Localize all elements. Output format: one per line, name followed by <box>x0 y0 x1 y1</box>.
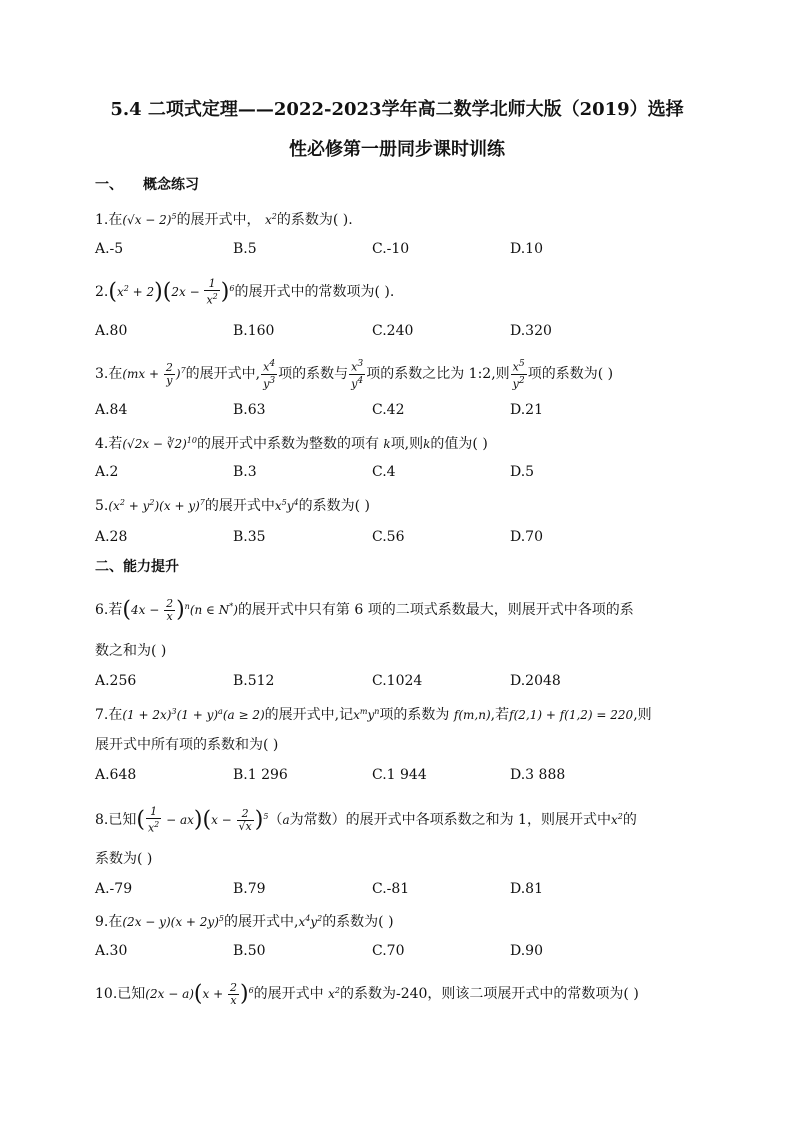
math-expression: $(x^2 + y^2)(x + y)^7$ <box>108 498 205 513</box>
math-expression: (2x − a)(x + $\frac{2}{x}$ )$^6$ <box>145 981 254 1007</box>
math-expression: ( $\frac{1}{x^2}$ − ax)(x − $\frac{2}{√x}$ )$^5$ <box>136 805 269 835</box>
option-b[interactable]: B.512 <box>233 673 275 689</box>
option-c[interactable]: C.1024 <box>372 673 423 689</box>
option-c[interactable]: C.-81 <box>372 881 410 897</box>
option-d[interactable]: D.2048 <box>510 673 561 689</box>
question-4-options <box>95 463 705 481</box>
option-b[interactable]: B.160 <box>233 323 275 339</box>
section-label: 能力提升 <box>123 559 179 575</box>
option-b[interactable]: B.79 <box>233 881 266 897</box>
title-line-1: 5.4 二项式定理——2022-2023学年高二数学北师大版（2019）选择 <box>110 99 684 120</box>
title-line-2: 性必修第一册同步课时训练 <box>289 139 505 160</box>
math-expression: (4x − $\frac{2}{x}$ )$^n$(n ∈ N*) <box>122 597 238 623</box>
question-5-options <box>95 528 705 546</box>
option-d[interactable]: D.3 888 <box>510 767 566 783</box>
option-d[interactable]: D.5 <box>510 464 535 480</box>
math-expression: (√2x − ∛2)$^{10}$ <box>122 436 197 451</box>
section-number: 一、 <box>95 177 123 193</box>
question-7-continuation: 展开式中所有项的系数和为( ) <box>95 737 279 753</box>
option-d[interactable]: D.81 <box>510 881 543 897</box>
option-d[interactable]: D.10 <box>510 241 543 257</box>
option-c[interactable]: C.70 <box>372 943 405 959</box>
option-c[interactable]: C.-10 <box>372 241 410 257</box>
question-4: 4.若(√2x − ∛2)$^{10}$的展开式中系数为整数的项有 k项,则k的值为( ) <box>95 436 488 452</box>
question-1-options <box>95 240 705 258</box>
option-d[interactable]: D.21 <box>510 402 543 418</box>
math-expression: $(2x - y)(x + 2y)^5$ <box>122 914 224 929</box>
option-a[interactable]: A.256 <box>95 673 137 689</box>
math-expression: (mx + $\frac{2}{y}$ )$^7$ <box>122 361 186 388</box>
question-1: 1.在$(√x - 2)^5$的展开式中， $x^2$的系数为( ). <box>95 212 353 228</box>
option-d[interactable]: D.70 <box>510 529 543 545</box>
question-9: 9.在$(2x - y)(x + 2y)^5$的展开式中$,x^4y^2$的系数为( ) <box>95 914 394 930</box>
question-9-options <box>95 942 705 960</box>
option-a[interactable]: A.648 <box>95 767 137 783</box>
option-a[interactable]: A.2 <box>95 464 119 480</box>
option-c[interactable]: C.4 <box>372 464 396 480</box>
option-b[interactable]: B.1 296 <box>233 767 288 783</box>
math-expression: $(1 + 2x)^3(1 + y)^a(a \ge 2)$ <box>122 707 265 722</box>
math-expression: $(x^2 + 2)(2x$ − $\frac{1}{x^2}$ )$^6$ <box>108 277 235 307</box>
option-a[interactable]: A.30 <box>95 943 128 959</box>
option-b[interactable]: B.50 <box>233 943 266 959</box>
question-6-continuation: 数之和为( ) <box>95 643 167 659</box>
question-2: $2.(x^2 + 2)(2x$ − $\frac{1}{x^2}$ )$^6$的展开式中的常数项为( ). <box>95 277 395 307</box>
option-c[interactable]: C.240 <box>372 323 414 339</box>
section-number: 二、 <box>95 559 123 575</box>
option-c[interactable]: C.56 <box>372 529 405 545</box>
option-b[interactable]: B.63 <box>233 402 266 418</box>
question-8-options <box>95 880 705 898</box>
question-8: 8.已知( $\frac{1}{x^2}$ − ax)(x − $\frac{2}{√x}$ )$^5$（a为常数）的展开式中各项系数之和为 1，则展开式中$x^2$的 <box>95 805 637 835</box>
question-5: $5.(x^2 + y^2)(x + y)^7$的展开式中$x^5y^4$的系数为( ) <box>95 498 371 514</box>
math-expression: $(√x - 2)^5$ <box>122 212 177 227</box>
option-b[interactable]: B.3 <box>233 464 257 480</box>
question-2-options <box>95 322 705 340</box>
section-1-heading <box>95 176 199 194</box>
question-7: 7.在$(1 + 2x)^3(1 + y)^a(a \ge 2)$的展开式中,记$x^my^n$项的系数为 f(m,n),若f(2,1) + f(1,2) = 220,则 <box>95 707 652 723</box>
option-b[interactable]: B.35 <box>233 529 266 545</box>
option-a[interactable]: A.80 <box>95 323 128 339</box>
question-3-options <box>95 401 705 419</box>
section-label: 概念练习 <box>143 177 199 193</box>
option-b[interactable]: B.5 <box>233 241 257 257</box>
option-a[interactable]: A.84 <box>95 402 128 418</box>
question-6: 6.若(4x − $\frac{2}{x}$ )$^n$(n ∈ N*)的展开式中只有第 6 项的二项式系数最大，则展开式中各项的系 <box>95 597 634 623</box>
option-a[interactable]: A.-79 <box>95 881 133 897</box>
option-c[interactable]: C.42 <box>372 402 405 418</box>
option-a[interactable]: A.-5 <box>95 241 124 257</box>
option-a[interactable]: A.28 <box>95 529 128 545</box>
question-3: 3.在(mx + $\frac{2}{y}$ )$^7$的展开式中, $\frac{x^4}{y^3}$ 项的系数与 $\frac{x^3}{y^4}$ 项的系数之比为 1:2,则 $\frac{x^5}{y^2}$ 项的系数为( ) <box>95 358 614 391</box>
option-d[interactable]: D.90 <box>510 943 543 959</box>
option-c[interactable]: C.1 944 <box>372 767 427 783</box>
question-8-continuation: 系数为( ) <box>95 851 153 867</box>
question-6-options <box>95 672 705 690</box>
question-10: 10.已知(2x − a)(x + $\frac{2}{x}$ )$^6$的展开式中 $x^2$的系数为-240，则该二项展开式中的常数项为( ) <box>95 981 639 1007</box>
option-d[interactable]: D.320 <box>510 323 552 339</box>
section-2-heading <box>95 558 179 576</box>
question-7-options <box>95 766 705 784</box>
